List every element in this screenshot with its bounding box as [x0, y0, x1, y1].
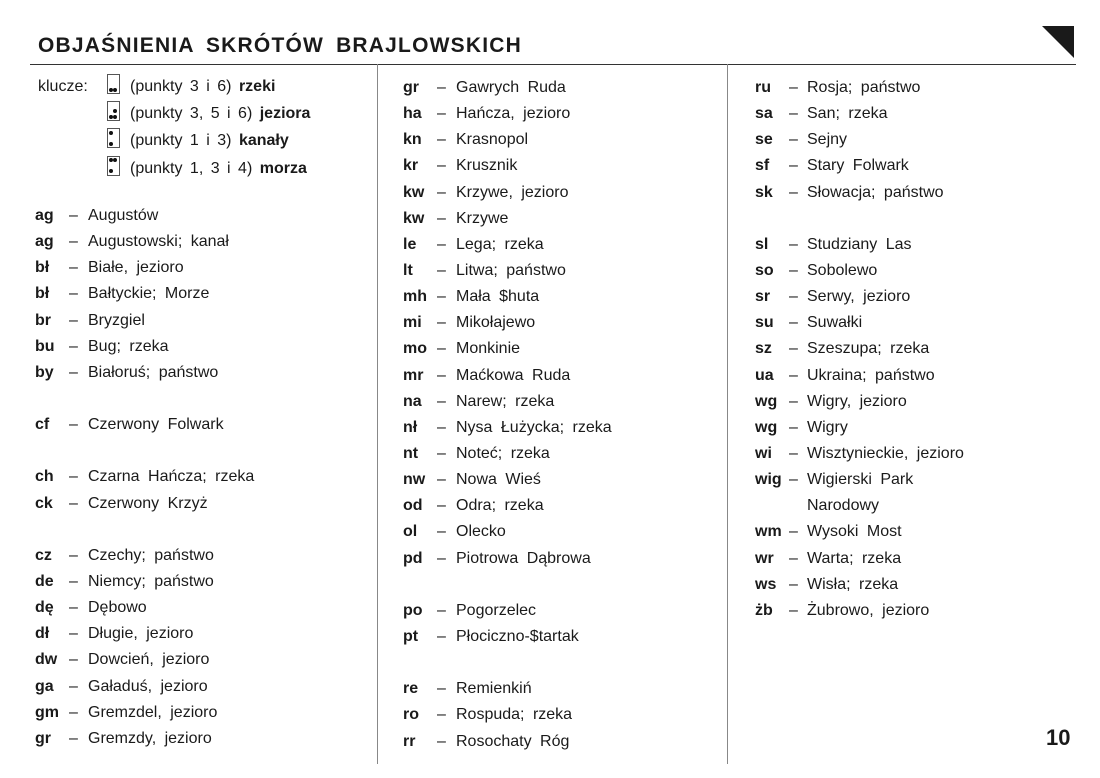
abbreviation: dł	[35, 625, 50, 643]
separator-dash: –	[437, 261, 446, 279]
braille-cell-rivers-icon	[107, 74, 120, 94]
page-number: 10	[1046, 725, 1071, 750]
abbreviation: ck	[35, 494, 53, 512]
abbreviation: sa	[755, 105, 773, 123]
abbreviation: le	[403, 235, 417, 253]
separator-dash: –	[437, 706, 446, 724]
place-name: Gremzdel, jezioro	[88, 703, 218, 721]
place-name: Wysoki Most	[807, 523, 902, 541]
abbreviation: ga	[35, 677, 54, 695]
separator-dash: –	[69, 259, 78, 277]
abbreviation: mr	[403, 366, 424, 384]
place-name: Gaładuś, jezioro	[88, 677, 208, 695]
abbreviation: na	[403, 392, 422, 410]
separator-dash: –	[789, 261, 798, 279]
abbreviation: bł	[35, 259, 50, 277]
separator-dash: –	[789, 575, 798, 593]
place-name: Dębowo	[88, 599, 147, 617]
abbreviation: wr	[755, 549, 774, 567]
abbreviation: br	[35, 311, 51, 329]
place-name: Białe, jezioro	[88, 259, 184, 277]
separator-dash: –	[789, 131, 798, 149]
separator-dash: –	[69, 546, 78, 564]
separator-dash: –	[69, 363, 78, 381]
separator-dash: –	[69, 468, 78, 486]
separator-dash: –	[789, 601, 798, 619]
key-description: (punkty 1 i 3) kanały	[130, 132, 289, 150]
place-name: Dowcień, jezioro	[88, 651, 210, 669]
place-name: Suwałki	[807, 314, 863, 332]
place-name: Nowa Wieś	[456, 471, 541, 489]
page-title: OBJAŚNIENIA SKRÓTÓW BRAJLOWSKICH	[38, 34, 522, 57]
abbreviation: nw	[403, 471, 426, 489]
abbreviation: od	[403, 497, 423, 515]
abbreviation: gr	[35, 729, 51, 747]
abbreviation: dę	[35, 599, 54, 617]
place-name: Białoruś; państwo	[88, 363, 219, 381]
abbreviation: gr	[403, 79, 419, 96]
abbreviation: bu	[35, 337, 55, 355]
place-name: Gawrych Ruda	[456, 79, 566, 96]
separator-dash: –	[437, 235, 446, 253]
abbreviation: wg	[755, 418, 778, 436]
place-name: Bug; rzeka	[88, 337, 169, 355]
place-name: Wigry, jezioro	[807, 392, 907, 410]
place-name: Serwy, jezioro	[807, 288, 911, 306]
abbreviation: pd	[403, 549, 423, 567]
separator-dash: –	[69, 337, 78, 355]
braille-cell-seas-icon	[107, 156, 120, 176]
abbreviation: se	[755, 131, 773, 149]
separator-dash: –	[437, 131, 446, 149]
separator-dash: –	[69, 677, 78, 695]
abbreviation: ag	[35, 233, 54, 251]
abbreviation: ru	[755, 79, 771, 96]
place-name: Mała $huta	[456, 288, 540, 306]
abbreviation: wg	[755, 392, 778, 410]
abbreviation: sr	[755, 288, 771, 306]
abbreviation: kr	[403, 157, 419, 175]
abbreviation: wi	[755, 444, 772, 462]
abbreviation: mo	[403, 340, 427, 358]
place-name: Nysa Łużycka; rzeka	[456, 418, 612, 436]
place-name: Krzywe	[456, 209, 509, 227]
place-name: Studziany Las	[807, 235, 912, 253]
key-description: (punkty 3 i 6) rzeki	[130, 78, 276, 95]
abbreviation: sf	[755, 157, 770, 175]
separator-dash: –	[69, 416, 78, 434]
place-name: Szeszupa; rzeka	[807, 340, 930, 358]
place-name: Odra; rzeka	[456, 497, 544, 515]
separator-dash: –	[789, 79, 798, 96]
place-name: Rosja; państwo	[807, 79, 921, 96]
abbreviation: wig	[755, 471, 782, 489]
abbreviation: mh	[403, 288, 427, 306]
column-divider-1	[377, 64, 378, 764]
separator-dash: –	[69, 729, 78, 747]
place-name: Rosochaty Róg	[456, 732, 570, 750]
separator-dash: –	[69, 625, 78, 643]
separator-dash: –	[789, 523, 798, 541]
separator-dash: –	[789, 235, 798, 253]
separator-dash: –	[437, 105, 446, 123]
place-name: Sejny	[807, 131, 848, 149]
separator-dash: –	[437, 366, 446, 384]
separator-dash: –	[69, 207, 78, 224]
place-name: Wigierski Park	[807, 471, 914, 489]
abbreviation: sz	[755, 340, 772, 358]
place-name: Czarna Hańcza; rzeka	[88, 468, 255, 486]
braille-cell-lakes-icon	[107, 101, 120, 121]
place-name: Krasnopol	[456, 131, 529, 149]
separator-dash: –	[69, 233, 78, 251]
place-name: Wigry	[807, 418, 848, 436]
place-name: Mikołajewo	[456, 314, 536, 332]
place-name: Gremzdy, jezioro	[88, 729, 212, 747]
separator-dash: –	[437, 209, 446, 227]
separator-dash: –	[437, 680, 446, 698]
abbreviation: ch	[35, 468, 54, 486]
place-name: Narodowy	[807, 497, 880, 515]
place-name: Żubrowo, jezioro	[807, 601, 930, 619]
place-name: Augustowski; kanał	[88, 233, 229, 251]
place-name: Lega; rzeka	[456, 235, 544, 253]
abbreviation: po	[403, 601, 423, 619]
separator-dash: –	[437, 523, 446, 541]
abbreviation: re	[403, 680, 419, 698]
key-description: (punkty 1, 3 i 4) morza	[130, 159, 307, 177]
place-name: Bałtyckie; Morze	[88, 285, 210, 303]
abbreviation: ag	[35, 207, 54, 224]
abbreviation: nł	[403, 418, 418, 436]
separator-dash: –	[789, 392, 798, 410]
abbreviation: mi	[403, 314, 422, 332]
place-name: Maćkowa Ruda	[456, 366, 571, 384]
place-name: Krzywe, jezioro	[456, 183, 569, 201]
keys-label: klucze:	[38, 78, 88, 95]
separator-dash: –	[437, 288, 446, 306]
separator-dash: –	[69, 494, 78, 512]
separator-dash: –	[789, 340, 798, 358]
place-name: Augustów	[88, 207, 159, 224]
separator-dash: –	[437, 471, 446, 489]
place-name: Litwa; państwo	[456, 261, 566, 279]
abbreviation: ol	[403, 523, 418, 541]
place-name: Pogorzelec	[456, 601, 537, 619]
abbreviation: by	[35, 363, 54, 381]
key-description: (punkty 3, 5 i 6) jeziora	[130, 105, 311, 123]
separator-dash: –	[69, 599, 78, 617]
abbreviation: ha	[403, 105, 422, 123]
separator-dash: –	[789, 288, 798, 306]
abbreviation: kn	[403, 131, 422, 149]
place-name: Ukraina; państwo	[807, 366, 935, 384]
place-name: Olecko	[456, 523, 506, 541]
place-name: Remienkiń	[456, 680, 532, 698]
abbreviation: su	[755, 314, 774, 332]
separator-dash: –	[437, 340, 446, 358]
separator-dash: –	[789, 183, 798, 201]
place-name: San; rzeka	[807, 105, 888, 123]
abbreviation: pt	[403, 627, 419, 645]
place-name: Płociczno-$tartak	[456, 627, 579, 645]
place-name: Piotrowa Dąbrowa	[456, 549, 591, 567]
separator-dash: –	[69, 285, 78, 303]
separator-dash: –	[437, 157, 446, 175]
abbreviation: kw	[403, 209, 425, 227]
abbreviation: żb	[755, 601, 773, 619]
abbreviation: sk	[755, 183, 773, 201]
place-name: Noteć; rzeka	[456, 444, 550, 462]
place-name: Hańcza, jezioro	[456, 105, 571, 123]
abbreviation: sl	[755, 235, 769, 253]
abbreviation: gm	[35, 703, 59, 721]
abbreviation: bł	[35, 285, 50, 303]
abbreviation: ws	[755, 575, 777, 593]
abbreviation: dw	[35, 651, 58, 669]
place-name: Sobolewo	[807, 261, 878, 279]
separator-dash: –	[789, 366, 798, 384]
separator-dash: –	[69, 703, 78, 721]
separator-dash: –	[437, 444, 446, 462]
separator-dash: –	[437, 627, 446, 645]
abbreviation: de	[35, 572, 54, 590]
place-name: Rospuda; rzeka	[456, 706, 573, 724]
separator-dash: –	[789, 157, 798, 175]
corner-triangle-icon	[1042, 26, 1074, 58]
separator-dash: –	[789, 471, 798, 489]
place-name: Długie, jezioro	[88, 625, 194, 643]
separator-dash: –	[69, 311, 78, 329]
place-name: Czerwony Folwark	[88, 416, 224, 434]
separator-dash: –	[437, 418, 446, 436]
place-name: Monkinie	[456, 340, 521, 358]
separator-dash: –	[437, 601, 446, 619]
place-name: Warta; rzeka	[807, 549, 902, 567]
separator-dash: –	[69, 572, 78, 590]
place-name: Czechy; państwo	[88, 546, 214, 564]
abbreviation: cz	[35, 546, 52, 564]
place-name: Bryzgiel	[88, 311, 145, 329]
abbreviation: rr	[403, 732, 416, 750]
separator-dash: –	[437, 497, 446, 515]
separator-dash: –	[69, 651, 78, 669]
abbreviation: lt	[403, 261, 413, 279]
place-name: Krusznik	[456, 157, 518, 175]
abbreviation: wm	[755, 523, 782, 541]
place-name: Wisztynieckie, jezioro	[807, 444, 964, 462]
place-name: Niemcy; państwo	[88, 572, 214, 590]
separator-dash: –	[437, 79, 446, 96]
braille-cell-canals-icon	[107, 128, 120, 148]
separator-dash: –	[789, 314, 798, 332]
separator-dash: –	[789, 105, 798, 123]
separator-dash: –	[789, 444, 798, 462]
separator-dash: –	[789, 418, 798, 436]
place-name: Narew; rzeka	[456, 392, 555, 410]
separator-dash: –	[789, 549, 798, 567]
abbreviation: so	[755, 261, 774, 279]
place-name: Czerwony Krzyż	[88, 494, 208, 512]
place-name: Stary Folwark	[807, 157, 909, 175]
place-name: Wisła; rzeka	[807, 575, 899, 593]
abbreviation: ua	[755, 366, 774, 384]
abbreviation: ro	[403, 706, 419, 724]
separator-dash: –	[437, 183, 446, 201]
column-divider-2	[727, 64, 728, 764]
abbreviation: kw	[403, 183, 425, 201]
header-divider	[30, 64, 1076, 65]
separator-dash: –	[437, 392, 446, 410]
separator-dash: –	[437, 314, 446, 332]
place-name: Słowacja; państwo	[807, 183, 944, 201]
separator-dash: –	[437, 549, 446, 567]
abbreviation: cf	[35, 416, 50, 434]
abbreviation: nt	[403, 444, 419, 462]
separator-dash: –	[437, 732, 446, 750]
